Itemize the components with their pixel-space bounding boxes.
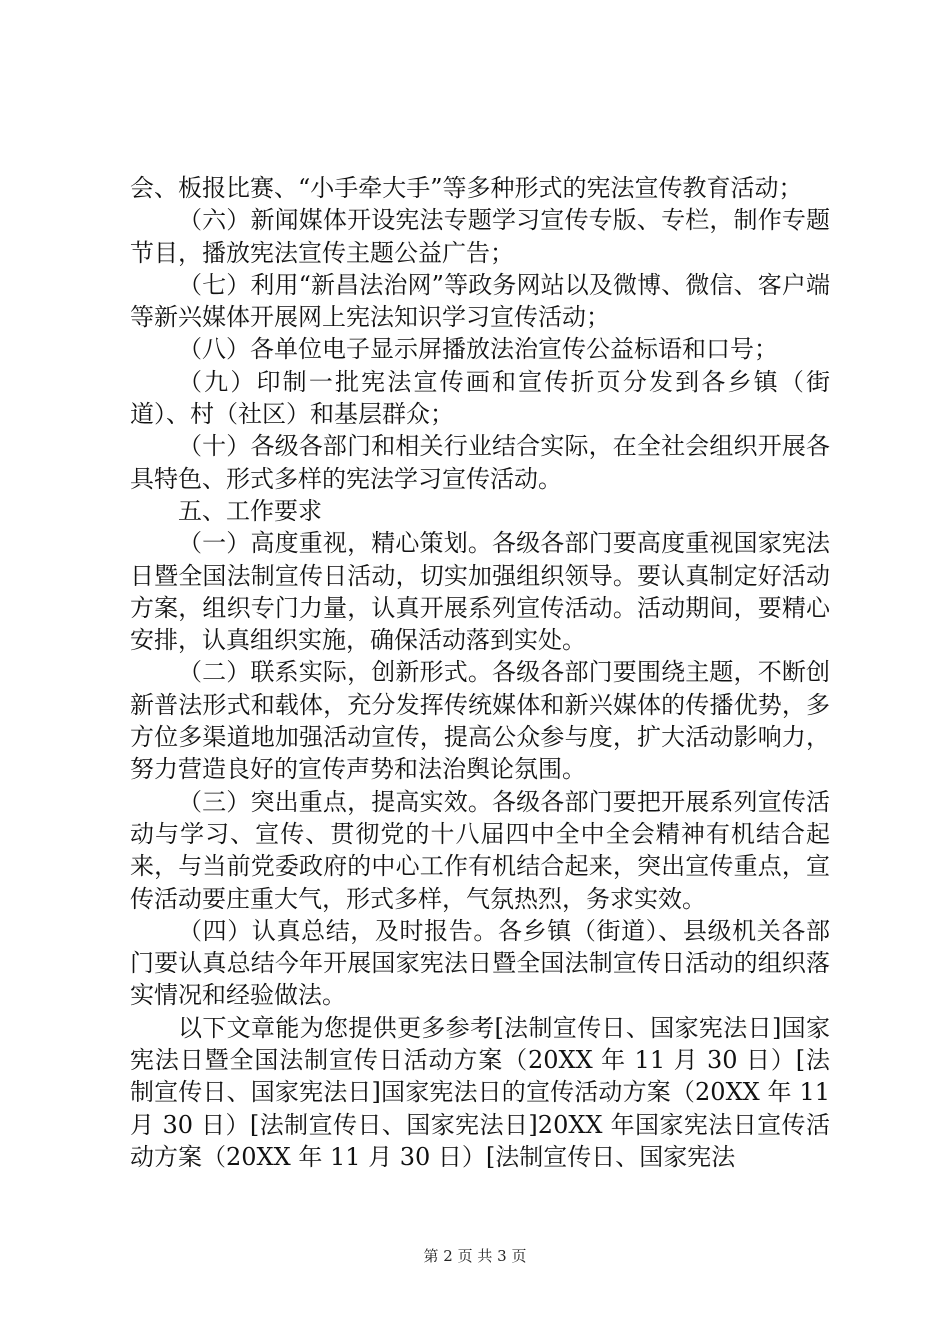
requirement-1: （一）高度重视，精心策划。各级各部门要高度重视国家宪法日暨全国法制宣传日活动，切实加强组织领导。要认真制定好活动方案，组织专门力量，认真开展系列宣传活动。活动期间，要精心安排，认真组织实施，确保活动落到实处。: [130, 529, 830, 655]
related-articles: 以下文章能为您提供更多参考[法制宣传日、国家宪法日]国家宪法日暨全国法制宣传日活动方案（20XX 年 11 月 30 日）[法制宣传日、国家宪法日]国家宪法日的宣传活动方案（20XX 年 11 月 30 日）[法制宣传日、国家宪法日]20XX 年国家宪法日宣传活动方案（20XX 年 11 月 30 日）[法制宣传日、国家宪法: [130, 1013, 830, 1171]
list-item-9: （九）印制一批宪法宣传画和宣传折页分发到各乡镇（街道）、村（社区）和基层群众；: [130, 367, 830, 429]
list-item-10: （十）各级各部门和相关行业结合实际，在全社会组织开展各具特色、形式多样的宪法学习宣传活动。: [130, 432, 830, 493]
list-item-8: （八）各单位电子显示屏播放法治宣传公益标语和口号；: [178, 335, 778, 364]
document-body: [130, 172, 830, 1173]
requirement-3: （三）突出重点，提高实效。各级各部门要把开展系列宣传活动与学习、宣传、贯彻党的十八届四中全中全会精神有机结合起来，与当前党委政府的中心工作有机结合起来，突出宣传重点，宣传活动要庄重大气，形式多样，气氛热烈，务求实效。: [130, 787, 830, 913]
page-number-footer: 第 2 页 共 3 页: [423, 1247, 527, 1265]
paragraph-continuation: 会、板报比赛、“小手牵大手”等多种形式的宪法宣传教育活动；: [130, 174, 803, 202]
list-item-7: （七）利用“新昌法治网”等政务网站以及微博、微信、客户端等新兴媒体开展网上宪法知识学习宣传活动；: [130, 270, 830, 332]
requirement-4: （四）认真总结，及时报告。各乡镇（街道）、县级机关各部门要认真总结今年开展国家宪法日暨全国法制宣传日活动的组织落实情况和经验做法。: [130, 916, 830, 1010]
requirement-2: （二）联系实际，创新形式。各级各部门要围绕主题，不断创新普法形式和载体，充分发挥传统媒体和新兴媒体的传播优势，多方位多渠道地加强活动宣传，提高公众参与度，扩大活动影响力，努力营造良好的宣传声势和法治舆论氛围。: [130, 658, 830, 784]
list-item-6: （六）新闻媒体开设宪法专题学习宣传专版、专栏，制作专题节目，播放宪法宣传主题公益广告；: [130, 206, 830, 267]
section-heading-work-requirements: 五、工作要求: [178, 496, 322, 525]
